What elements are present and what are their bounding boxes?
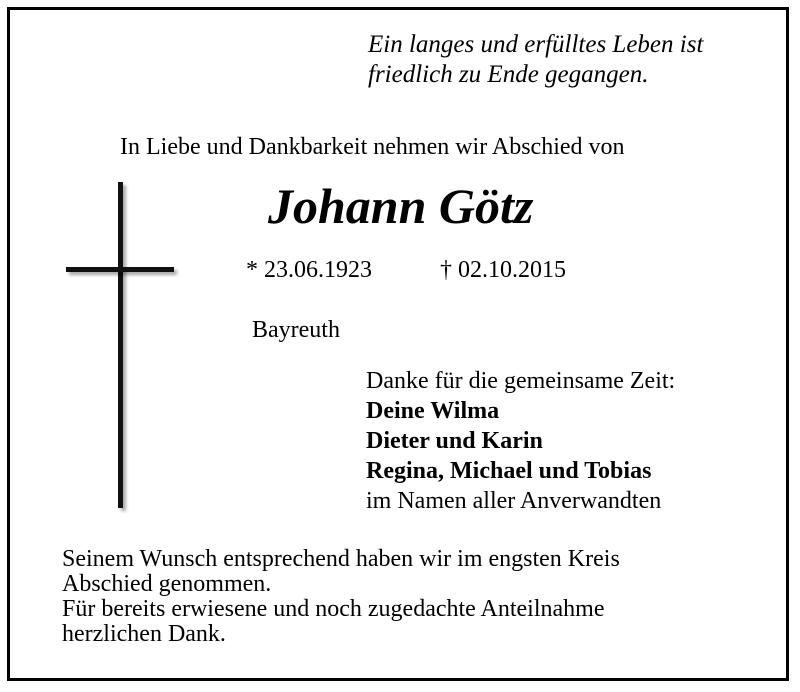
deceased-name: Johann Götz (268, 178, 534, 234)
death-date: † 02.10.2015 (440, 257, 566, 283)
footer-line-1: Seinem Wunsch entsprechend haben wir im engsten Kreis (62, 546, 620, 572)
footer-text (62, 547, 762, 647)
thanks-line: Danke für die gemeinsame Zeit: (366, 368, 676, 394)
motto-line-1: Ein langes und erfülltes Leben ist (368, 31, 704, 58)
footer-line-2: Abschied genommen. (62, 571, 272, 597)
cross-vertical-beam (118, 182, 123, 508)
mourner-name: Deine Wilma (366, 398, 500, 424)
cross-icon (66, 182, 182, 512)
footer-line-4: herzlichen Dank. (62, 621, 226, 647)
motto (368, 30, 788, 90)
thanks-block (366, 366, 675, 516)
intro-text: In Liebe und Dankbarkeit nehmen wir Abschied von (120, 134, 625, 160)
place: Bayreuth (252, 317, 340, 343)
closing-line: im Namen aller Anverwandten (366, 488, 662, 514)
birth-date: * 23.06.1923 (246, 257, 372, 283)
cross-horizontal-beam (66, 267, 174, 272)
motto-line-2: friedlich zu Ende gegangen. (368, 61, 649, 88)
mourner-name: Dieter und Karin (366, 428, 543, 454)
footer-line-3: Für bereits erwiesene und noch zugedachte Anteilnahme (62, 596, 605, 622)
mourner-name: Regina, Michael und Tobias (366, 458, 652, 484)
